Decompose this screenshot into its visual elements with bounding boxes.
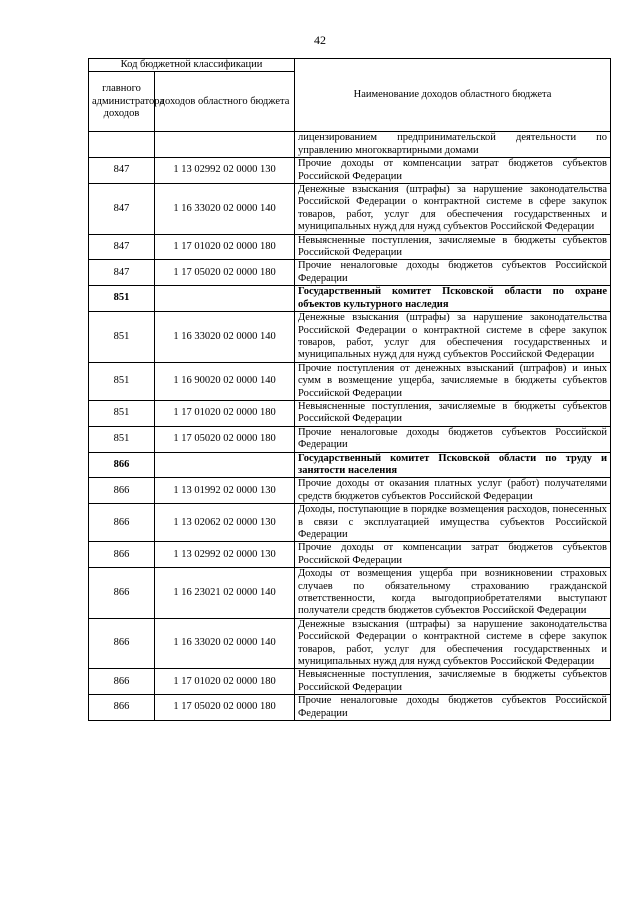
income-name-cell: Невыясненные поступления, зачисляемые в бюджеты субъектов Российской Федерации [295,234,611,260]
income-code-cell: 1 17 01020 02 0000 180 [155,400,295,426]
income-code-cell: 1 13 02062 02 0000 130 [155,504,295,542]
table-row [89,132,611,158]
admin-code-cell: 847 [89,234,155,260]
admin-code-cell: 866 [89,618,155,669]
income-name-cell: Прочие неналоговые доходы бюджетов субъектов Российской Федерации [295,426,611,452]
table-row [89,260,611,286]
table-row [89,234,611,260]
income-name-cell: Денежные взыскания (штрафы) за нарушение законодательства Российской Федерации о контрактной системе в сфере закупок товаров, работ, услуг для обеспечения государственных и муниципальных нужд для нужд субъектов Российской Федерации [295,618,611,669]
income-code-cell: 1 16 33020 02 0000 140 [155,618,295,669]
admin-code-cell: 866 [89,452,155,478]
table-row [89,504,611,542]
table-row-organization [89,452,611,478]
admin-code-cell: 847 [89,158,155,184]
admin-code-cell: 866 [89,478,155,504]
budget-classification-table [88,58,611,721]
admin-code-cell: 847 [89,184,155,235]
table-row [89,542,611,568]
table-row [89,400,611,426]
table-row [89,618,611,669]
income-name-cell: Прочие доходы от компенсации затрат бюджетов субъектов Российской Федерации [295,158,611,184]
header-col-name: Наименование доходов областного бюджета [295,59,611,132]
admin-code-cell: 851 [89,426,155,452]
income-code-cell: 1 16 90020 02 0000 140 [155,362,295,400]
income-name-cell: Невыясненные поступления, зачисляемые в бюджеты субъектов Российской Федерации [295,669,611,695]
income-name-cell: Доходы от возмещения ущерба при возникновении страховых случаев по обязательному страхованию гражданской ответственности, когда выгодоприобретателями выступают получатели средств бюджетов субъектов Российской Федерации [295,568,611,619]
admin-code-cell: 851 [89,286,155,312]
income-name-cell: Доходы, поступающие в порядке возмещения расходов, понесенных в связи с эксплуатацией имущества субъектов Российской Федерации [295,504,611,542]
income-code-cell: 1 17 05020 02 0000 180 [155,426,295,452]
income-name-cell: Государственный комитет Псковской области по охране объектов культурного наследия [295,286,611,312]
income-name-cell: Денежные взыскания (штрафы) за нарушение законодательства Российской Федерации о контрактной системе в сфере закупок товаров, работ, услуг для обеспечения государственных и муниципальных нужд для нужд субъектов Российской Федерации [295,184,611,235]
income-code-cell: 1 13 02992 02 0000 130 [155,542,295,568]
header-col-admin: главного администратора доходов [89,72,155,132]
income-code-cell [155,132,295,158]
admin-code-cell: 851 [89,400,155,426]
table-row [89,426,611,452]
admin-code-cell [89,132,155,158]
income-code-cell: 1 13 01992 02 0000 130 [155,478,295,504]
table-row [89,158,611,184]
income-name-cell: Прочие доходы от компенсации затрат бюджетов субъектов Российской Федерации [295,542,611,568]
table-row-organization [89,286,611,312]
table-row [89,312,611,363]
admin-code-cell: 851 [89,362,155,400]
admin-code-cell: 866 [89,542,155,568]
page-number: 42 [314,33,326,47]
income-code-cell: 1 13 02992 02 0000 130 [155,158,295,184]
header-group-title: Код бюджетной классификации [89,59,295,72]
income-code-cell: 1 16 33020 02 0000 140 [155,184,295,235]
admin-code-cell: 851 [89,312,155,363]
income-name-cell: Невыясненные поступления, зачисляемые в бюджеты субъектов Российской Федерации [295,400,611,426]
admin-code-cell: 866 [89,568,155,619]
income-name-cell: лицензированием предпринимательской деятельности по управлению многоквартирными домами [295,132,611,158]
income-name-cell: Прочие неналоговые доходы бюджетов субъектов Российской Федерации [295,260,611,286]
admin-code-cell: 866 [89,504,155,542]
income-name-cell: Прочие неналоговые доходы бюджетов субъектов Российской Федерации [295,695,611,721]
table-row [89,478,611,504]
income-code-cell: 1 16 33020 02 0000 140 [155,312,295,363]
admin-code-cell: 866 [89,695,155,721]
income-code-cell: 1 17 05020 02 0000 180 [155,260,295,286]
table-row [89,695,611,721]
table-row [89,362,611,400]
income-name-cell: Денежные взыскания (штрафы) за нарушение законодательства Российской Федерации о контрактной системе в сфере закупок товаров, работ, услуг для обеспечения государственных и муниципальных нужд для нужд субъектов Российской Федерации [295,312,611,363]
table-row [89,184,611,235]
income-code-cell: 1 17 01020 02 0000 180 [155,669,295,695]
header-col-income: доходов областного бюджета [155,72,295,132]
income-code-cell [155,452,295,478]
admin-code-cell: 866 [89,669,155,695]
income-code-cell [155,286,295,312]
income-code-cell: 1 17 05020 02 0000 180 [155,695,295,721]
income-name-cell: Государственный комитет Псковской области по труду и занятости населения [295,452,611,478]
table-row [89,568,611,619]
table-row [89,669,611,695]
admin-code-cell: 847 [89,260,155,286]
income-code-cell: 1 17 01020 02 0000 180 [155,234,295,260]
income-name-cell: Прочие доходы от оказания платных услуг (работ) получателями средств бюджетов субъектов Российской Федерации [295,478,611,504]
income-name-cell: Прочие поступления от денежных взысканий (штрафов) и иных сумм в возмещение ущерба, зачисляемые в бюджеты субъектов Российской Федерации [295,362,611,400]
income-code-cell: 1 16 23021 02 0000 140 [155,568,295,619]
